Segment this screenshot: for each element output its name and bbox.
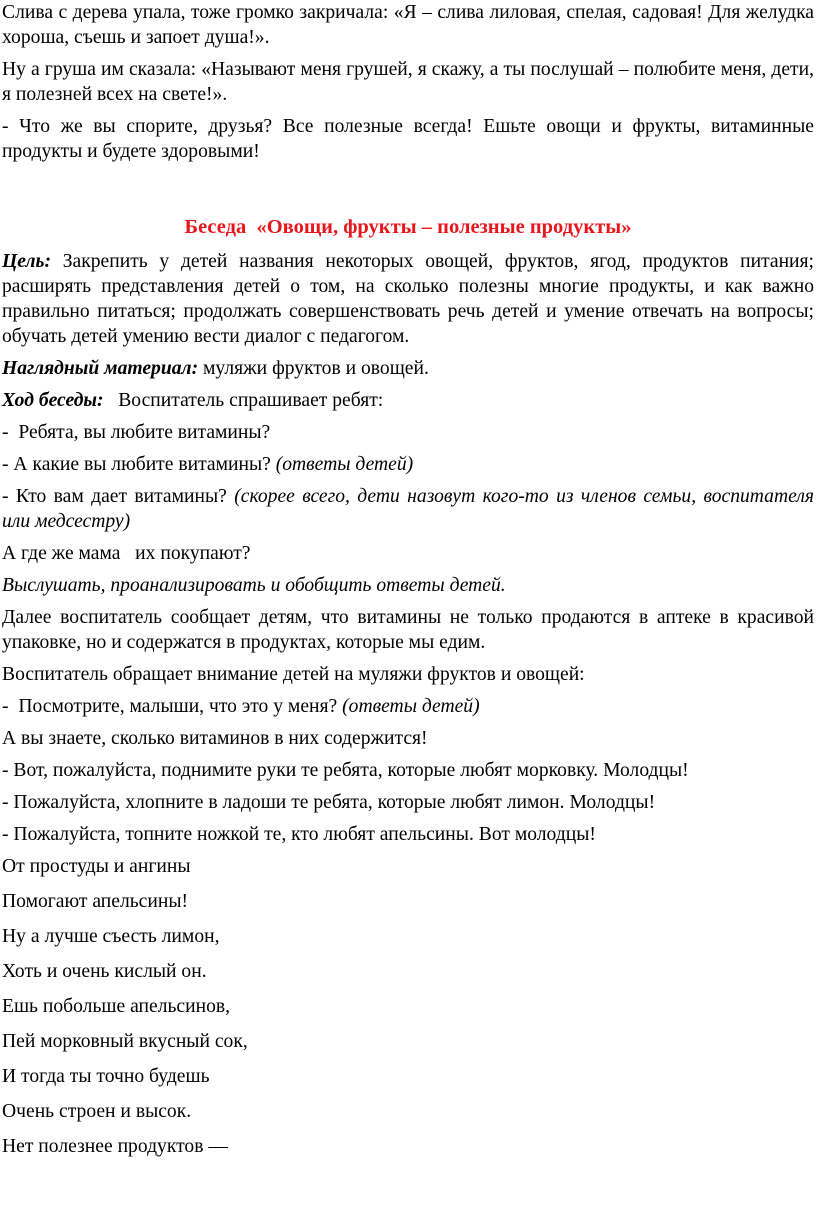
dialog-question-2 <box>2 452 814 477</box>
further-paragraph: Далее воспитатель сообщает детям, что витамины не только продаются в аптеке в красивой упаковке, но и содержатся в продуктах, которые мы едим. <box>2 607 814 653</box>
poem <box>2 854 814 1159</box>
dialog-question-3-text: - Кто вам дает витамины? <box>2 486 235 507</box>
poem-line: Пей морковный вкусный сок, <box>2 1031 248 1052</box>
dialog-question-2-note: (ответы детей) <box>275 454 414 475</box>
intro-paragraph-pear: Ну а груша им сказала: «Называют меня грушей, я скажу, а ты послушай – полюбите меня, дети, я полезней всех на свете!». <box>2 59 814 105</box>
dialog-question-1: - Ребята, вы любите витамины? <box>2 422 271 443</box>
dialog-question-5-note: (ответы детей) <box>342 696 480 717</box>
poem-line: Нет полезнее продуктов — <box>2 1136 228 1157</box>
dialog-question-8: - Пожалуйста, хлопните в ладоши те ребята, которые любят лимон. Молодцы! <box>2 792 656 813</box>
teacher-note: Выслушать, проанализировать и обобщить ответы детей. <box>2 575 506 596</box>
course-label: Ход беседы: <box>2 390 104 411</box>
material-label: Наглядный материал: <box>2 358 199 379</box>
attention-paragraph: Воспитатель обращает внимание детей на муляжи фруктов и овощей: <box>2 664 585 685</box>
dialog-question-7: - Вот, пожалуйста, поднимите руки те ребята, которые любят морковку. Молодцы! <box>2 760 689 781</box>
dialog-question-9: - Пожалуйста, топните ножкой те, кто любят апельсины. Вот молодцы! <box>2 824 596 845</box>
goal-label: Цель: <box>2 251 51 272</box>
course-text: Воспитатель спрашивает ребят: <box>103 390 384 411</box>
goal-text: Закрепить у детей названия некоторых овощей, фруктов, ягод, продуктов питания; расширять представления детей о том, на сколько полезны многие продукты, и как важно правильно питаться; продолжать совершенствовать речь детей и умение отвечать на вопросы; обучать детей умению вести диалог с педагогом. <box>2 251 814 347</box>
poem-line: Очень строен и высок. <box>2 1101 192 1122</box>
material-paragraph <box>2 356 814 381</box>
poem-line: Помогают апельсины! <box>2 891 189 912</box>
intro-paragraph-conclusion: - Что же вы спорите, друзья? Все полезные всегда! Ешьте овощи и фрукты, витаминные продукты и будете здоровыми! <box>2 116 814 162</box>
course-paragraph <box>2 388 814 413</box>
poem-line: Хоть и очень кислый он. <box>2 961 207 982</box>
dialog-question-4: А где же мама их покупают? <box>2 543 251 564</box>
dialog-question-3 <box>2 484 814 534</box>
dialog-question-2-text: - А какие вы любите витамины? <box>2 454 276 475</box>
poem-line: И тогда ты точно будешь <box>2 1066 210 1087</box>
material-text: муляжи фруктов и овощей. <box>198 358 429 379</box>
poem-line: Ну а лучше съесть лимон, <box>2 926 220 947</box>
poem-line: От простуды и ангины <box>2 856 191 877</box>
dialog-question-5 <box>2 694 814 719</box>
dialog-question-6: А вы знаете, сколько витаминов в них содержится! <box>2 728 428 749</box>
intro-paragraph-plum: Слива с дерева упала, тоже громко закричала: «Я – слива лиловая, спелая, садовая! Для желудка хороша, съешь и запоет душа!». <box>2 2 814 48</box>
dialog-question-3-note: (скорее всего, дети назовут кого-то из членов семьи, воспитателя или медсестру) <box>2 486 814 532</box>
conversation-title: Беседа «Овощи, фрукты – полезные продукты» <box>184 216 632 238</box>
goal-paragraph <box>2 249 814 349</box>
dialog-question-5-text: - Посмотрите, малыши, что это у меня? <box>2 696 343 717</box>
poem-line: Ешь побольше апельсинов, <box>2 996 231 1017</box>
